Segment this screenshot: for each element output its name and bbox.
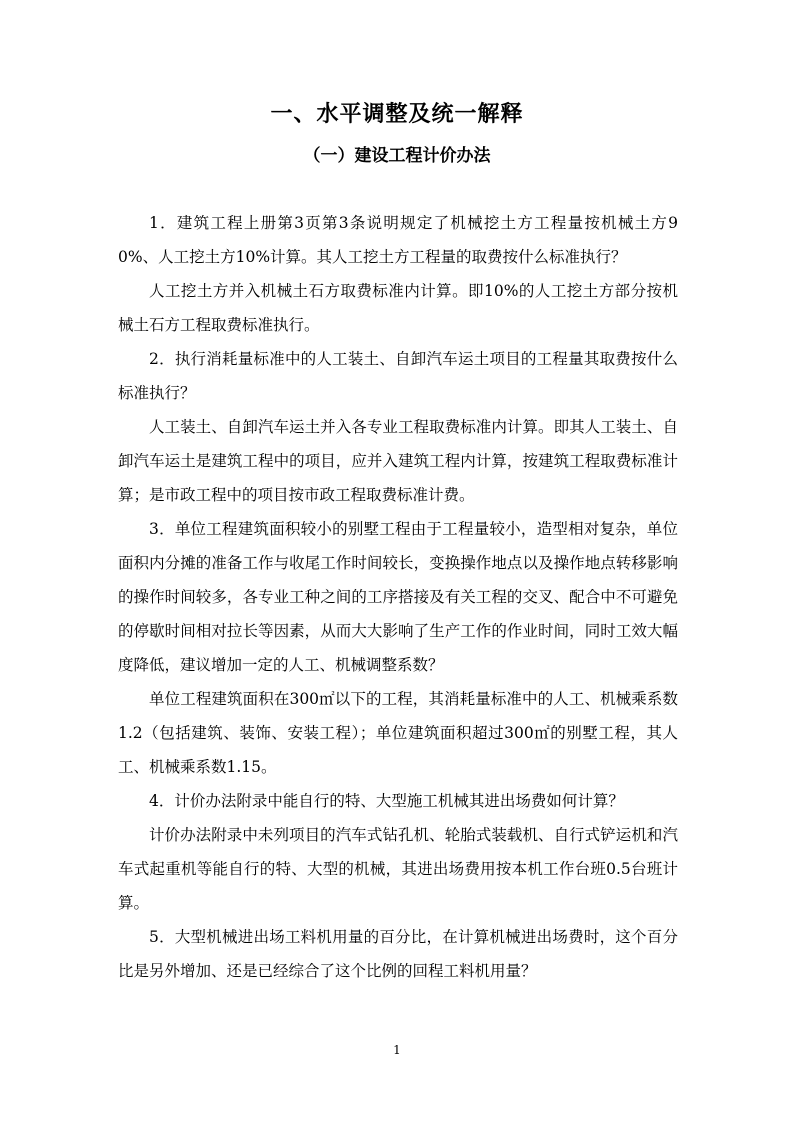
answer-3: 单位工程建筑面积在300㎡以下的工程，其消耗量标准中的人工、机械乘系数1.2（包括建筑、装饰、安装工程）；单位建筑面积超过300㎡的别墅工程，其人工、机械乘系数1.15。	[118, 690, 678, 776]
page-number: 1	[393, 1043, 401, 1057]
question-1: 1．建筑工程上册第3页第3条说明规定了机械挖土方工程量按机械土方90%、人工挖土方10%计算。其人工挖土方工程量的取费按什么标准执行？	[118, 214, 678, 266]
answer-4: 计价办法附录中未列项目的汽车式钻孔机、轮胎式装载机、自行式铲运机和汽车式起重机等能自行的特、大型的机械，其进出场费用按本机工作台班0.5台班计算。	[118, 826, 678, 912]
document-body	[118, 206, 678, 988]
question-2: 2．执行消耗量标准中的人工装土、自卸汽车运土项目的工程量其取费按什么标准执行？	[118, 350, 678, 402]
question-4: 4．计价办法附录中能自行的特、大型施工机械其进出场费如何计算？	[149, 792, 624, 810]
question-5: 5．大型机械进出场工料机用量的百分比，在计算机械进出场费时，这个百分比是另外增加、还是已经综合了这个比例的回程工料机用量？	[118, 928, 678, 980]
answer-1: 人工挖土方并入机械土石方取费标准内计算。即10%的人工挖土方部分按机械土石方工程取费标准执行。	[118, 282, 678, 334]
question-3: 3．单位工程建筑面积较小的别墅工程由于工程量较小，造型相对复杂，单位面积内分摊的准备工作与收尾工作时间较长，变换操作地点以及操作地点转移影响的操作时间较多，各专业工种之间的工序搭接及有关工程的交叉、配合中不可避免的停歇时间相对拉长等因素，从而大大影响了生产工作的作业时间，同时工效大幅度降低，建议增加一定的人工、机械调整系数？	[118, 520, 678, 674]
section-title: 一、水平调整及统一解释	[270, 102, 524, 127]
section-subtitle: （一）建设工程计价办法	[303, 146, 491, 166]
answer-2: 人工装土、自卸汽车运土并入各专业工程取费标准内计算。即其人工装土、自卸汽车运土是建筑工程中的项目，应并入建筑工程内计算，按建筑工程取费标准计算；是市政工程中的项目按市政工程取费标准计费。	[118, 418, 678, 504]
